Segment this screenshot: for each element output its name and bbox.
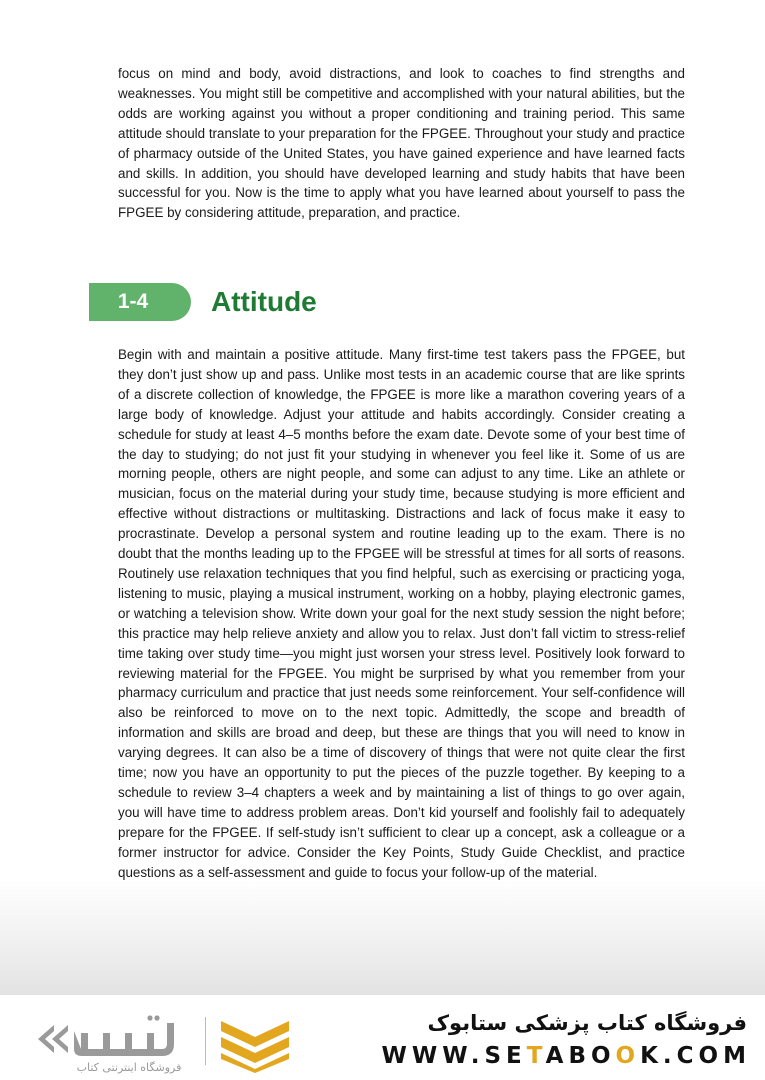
logo-tagline: فروشگاه اینترنتی کتاب	[76, 1061, 182, 1074]
store-url: WWW.SETABOOK.COM	[381, 1043, 751, 1069]
intro-paragraph: focus on mind and body, avoid distractions, and look to coaches to find strengths and weaknesses. You might still be competitive and accomplished with your natural abilities, but the odds are working against you without a proper conditioning and training period. This same attitude should translate to your preparation for the FPGEE. Throughout your study and practice of pharmacy outside of the United States, you have gained experience and have learned facts and skills. In addition, you should have developed learning and study habits that have been successful for you. Now is the time to apply what you have learned about yourself to pass the FPGEE by considering attitude, preparation, and practice.	[118, 66, 685, 221]
section-number-tab: 1-4	[89, 283, 191, 321]
section-paragraph: Begin with and maintain a positive attitude. Many first-time test takers pass the FPGEE, but they don’t just show up and pass. Unlike most tests in an academic course that are like sprints of a discrete collection of knowledge, the FPGEE is more like a marathon covering years of a large body of knowledge. Adjust your attitude and habits accordingly. Consider creating a schedule for study at least 4–5 months before the exam date. Devote some of your best time of the day to studying; do not just fit your studying in whenever you feel like it. Some of us are morning people, others are night people, and some can adjust to any time. Like an athlete or musician, focus on the material during your study time, because studying is more efficient and effective without distractions or multitasking. Distractions and lack of focus make it easy to procrastinate. Develop a personal system and routine leading up to the exam. There is no doubt that the months leading up to the FPGEE will be stressful at times for all sorts of reasons. Routinely use relaxation techniques that you find helpful, such as exercising or practicing yoga, listening to music, playing a musical instrument, working on a hobby, playing electronic games, or watching a television show. Write down your goal for the next study session the night before; this practice may help relieve anxiety and allow you to relax. Just don’t fall victim to stress-relief time taking over study time—you might just worsen your stress level. Positively look forward to reviewing material for the FPGEE. You might be surprised by what you remember from your pharmacy curriculum and practice that just needs some reinforcement. Your self-confidence will also be reinforced to move on to the next topic. Admittedly, the scope and breadth of information and skills are broad and deep, but these are things that you will need to know in varying degrees. It can also be a time of discovery of things that were not quite clear the first time; now you have an opportunity to put the pieces of the puzzle together. By keeping to a schedule to review 3–4 chapters a week and by maintaining a list of things to go over again, you will have time to address problem areas. Don’t kid yourself and foolishly fail to adequately prepare for the FPGEE. If self-study isn’t sufficient to clear up a concept, ask a colleague or a former instructor for advice. Consider the Key Points, Study Guide Checklist, and practice questions as a self-assessment and guide to focus your follow-up of the material.	[118, 347, 685, 880]
setabook-logo	[34, 1009, 184, 1075]
logo-divider	[205, 1017, 206, 1065]
store-footer	[0, 995, 765, 1080]
store-name: فروشگاه کتاب پزشکی ستابوک	[427, 1011, 747, 1035]
section-title: Attitude	[211, 286, 317, 317]
book-chevron-icon	[217, 1013, 293, 1073]
